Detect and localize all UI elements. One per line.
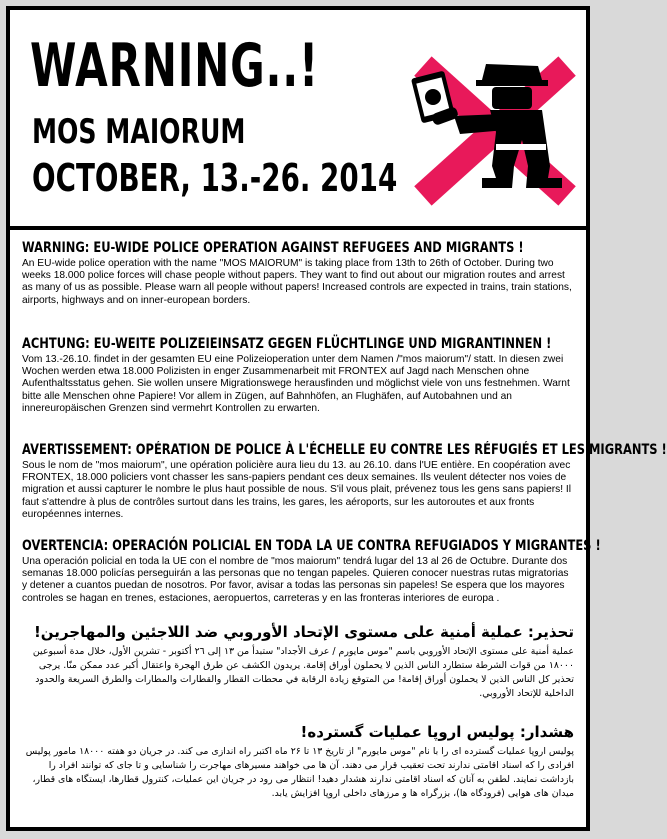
section-body: عملية أمنية على مستوى الإتحاد الأوروبي باسم "موس مايورم / عرف الأجداد" ستبدأ من ١٣ إلى ٢٦ أكتوبر - تشرين الأول، خلال مدة أسبوعين ١٨٠٠٠ من قوات الشرطة ستطارد الناس الذين لا يحملون أوراق إقامة. يريدون الكشف عن طرق الهجرة واعتقال أكبر عدد ممكن منّا. يرجى تحذير كل الناس الذين لا يحملون أوراق إقامة! من المتوقع زيادة الرقابة في محطات القطار والقطارات والمطارات والطرق السريعة والحدود الداخلية للإتحاد الأوروبي.	[32, 646, 574, 699]
page-title: WARNING..!	[30, 31, 320, 101]
section-heading: AVERTISSEMENT: OPÉRATION DE POLICE À L'ÉCHELLE EU CONTRE LES RÉFUGIÉS ET LES MIGRANTS !	[22, 442, 667, 458]
poster-header	[10, 10, 586, 230]
section-english	[22, 240, 574, 307]
section-german	[22, 336, 574, 415]
operation-dates: OCTOBER, 13.-26. 2014	[32, 156, 398, 200]
section-french	[22, 442, 667, 521]
section-persian	[22, 722, 574, 801]
section-arabic	[22, 622, 574, 701]
section-body: Sous le nom de "mos maiorum", une opération policière aura lieu du 13. au 26.10. dans l'UE entière. En coopération avec FRONTEX, 18.000 policiers vont chasser les sans-papiers pendant ces deux semaines. Ils veulent détecter nos voies de migration et aussi capturer le nombre le plus haut possible de nous. S'il vous plait, prévenez tous les gens sans papiers! Il faut s'attendre à plus de contrôles surtout dans les trains, les gares, les aéroports, sur les autoroutes et aux fronts européennes internes.	[22, 460, 571, 520]
section-heading: WARNING: EU-WIDE POLICE OPERATION AGAINST REFUGEES AND MIGRANTS !	[22, 240, 524, 256]
section-body: An EU-wide police operation with the name "MOS MAIORUM" is taking place from 13th to 26th of October. During two weeks 18.000 police forces will chase people without papers. They want to find out about our migration routes and arrest as many of us as possible. Please warn all people without papers! Increased controls are expected in trains, train stations, airports, highways and on inner-european borders.	[22, 258, 572, 306]
section-heading: تحذير: عملية أمنية على مستوى الإتحاد الأوروبي ضد اللاجئين والمهاجرين!	[33, 623, 574, 641]
section-heading: ACHTUNG: EU-WEITE POLIZEIEINSATZ GEGEN FLÜCHTLINGE UND MIGRANTINNEN !	[22, 336, 552, 352]
section-body: پولیس اروپا عملیات گسترده ای را با نام "موس مایورم" از تاریخ ۱۳ تا ۲۶ ماه اکتبر راه اندازی می کند. در جریان دو هفته ۱۸۰۰۰ مامور پولیس افرادی را که اسناد اقامتی ندارند تحت تعقیب قرار می دهند. آن ها می خواهند مسیرهای مهاجرت را شناسایی و تا جای که توانند افراد را بازداشت نمایند. لطفن به آنان که اسناد اقامتی ندارند هشدار دهید! انتظار می رود در جریان این عملیات، کنترول قطارها، ایستگاه های قطار، میدان های هوایی (فرودگاه ها)، بزرگراه ها و مرزهای داخلی اروپا افزایش یابد.	[25, 746, 574, 799]
section-spanish	[22, 538, 601, 605]
section-body: Una operación policial en toda la UE con el nombre de "mos maiorum" tendrá lugar del 13 al 26 de Octubre. Durante dos semanas 18.000 policías perseguirán a las personas que no tengan papeles. Quieren conocer nuestras rutas migratorias y detener a cuantos puedan de nosotros. Por favor, avisar a todas las personas sin papeles! Se espera que los mayores controles se hagan en trenes, estaciones, aeropuertos, carreteras y en las fronteras interiores de europa .	[22, 556, 569, 604]
section-body: Vom 13.-26.10. findet in der gesamten EU eine Polizeioperation unter dem Namen /"mos maiorum"/ statt. In diesen zwei Wochen werden etwa 18.000 Polizisten in enger Zusammenarbeit mit FRONTEX auf Jagd nach Menschen ohne Aufenthaltsstatus gehen. Sie wollen unsere Migrationswege herausfinden und möglichst viele von uns festnehmen. Warnt bitte alle Menschen ohne Papiere! Vor allem in Zügen, auf Bahnhöfen, an Flughäfen, auf Autobahnen und an innereuropäischen Grenzen sind vermehrt Kontrollen zu erwarten.	[22, 354, 570, 414]
police-officer-crossed-out-icon	[410, 54, 580, 204]
section-heading: هشدار: پولیس اروپا عملیات گسترده!	[300, 723, 574, 741]
section-heading: OVERTENCIA: OPERACIÓN POLICIAL EN TODA LA UE CONTRA REFUGIADOS Y MIGRANTES !	[22, 538, 601, 554]
operation-name: MOS MAIORUM	[32, 112, 246, 152]
poster	[6, 6, 667, 831]
